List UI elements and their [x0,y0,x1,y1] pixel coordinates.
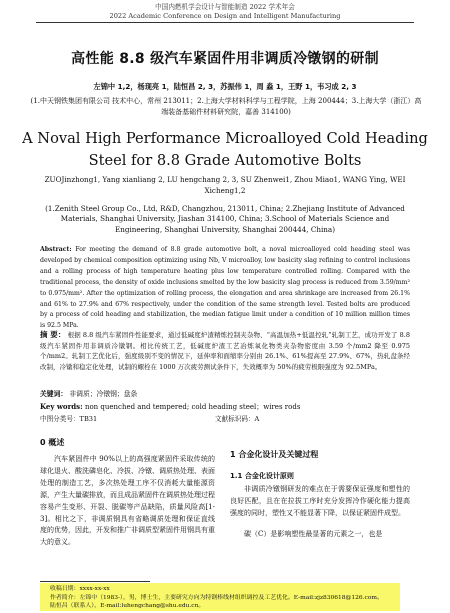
affiliations-en: (1.Zenith Steel Group Co., Ltd, R&D, Changzhou, 213011, China; 2.Zhejiang Institute of Advanced Materials, Shanghai University, Jiashan 314100, China; 3.School of Materials Science and Engineering, Shanghai University, Shanghai 200444, China) [45,204,405,234]
abstract-label: Abstract: [40,246,72,253]
keywords-cn-label: 关键词： [40,390,68,398]
abstract-cn-text: 根据 8.8 级汽车紧固件性能要求，通过低碱度炉渣精炼控制夹杂物、“高温加热+低温控轧”轧制工艺，成功开发了 8.8 级汽车紧固件用非调质冷镦钢。相比传统工艺，低碱度炉渣工艺冶炼氧化物类夹杂物密度由 3.59 个/mm2 降至 0.975 个/mm2。轧制工艺优化后，强度级别不变的情况下，延伸率和面缩率分别由 26.1%、61%提高至 27.9%、67%，热轧盘条经改制，冷镦和稳定化处理，试制的螺栓在 1000 万次疲劳测试条件下，失效概率为 50%的疲劳极限强度为 92.5MPa。 [40,331,410,372]
title-en-line-2: Steel for 8.8 Grade Automotive Bolts [88,152,362,169]
running-header-en: 2022 Academic Conference on Design and Intelligent Manufacturing [109,12,341,20]
abstract-text: For meeting the demand of 8.8 grade automotive bolt, a noval microalloyed cold heading steel was developed by chemical composition optimizing using Nb, V microalloy, low basicity slag refining to control inclusions and a rolling process of high temperature heating plus low temperature controlled rolling. Compared with the traditional process, the density of oxide inclusions smelted by the low basicity slag process is reduced from 3.59/mm² to 0.975/mm². After the optimization of rolling process, the elongation and area shrinkage are increased from 26.1% and 61% to 27.9% and 67% respectively, under the condition of the same strength level. Tested bolts are produced by a process of cold heading and stabilization, the median fatigue limit under a condition of 10 million million times is 92.5 MPa. [40,246,411,330]
keywords-en-text: non quenched and tempered; cold heading steel；wires rods [84,403,301,411]
keywords-en-label: Key words: [40,402,83,411]
title-cn: 高性能 8.8 级汽车紧固件用非调质冷镦钢的研制 [71,51,379,67]
running-header-cn: 中国内燃机学会设计与智能制造 2022 学术年会 [155,3,295,11]
keywords-cn-text: 非调质；冷镦钢；盘条 [69,390,138,398]
header-rule [36,22,414,23]
clc-number: 中图分类号：TB31 [40,415,98,423]
title-en-line-1: A Noval High Performance Microalloyed Cold Heading [22,130,428,147]
abstract-cn-label: 摘 要： [40,330,66,339]
abstract-en [40,245,410,332]
section-0-text: 汽车紧固件中 90%以上的高强度紧固件采取传统的球化退火、酸洗磷皂化、冷拔、冷镦、调质热处理、表面处理的制造工艺，多次热处理工序不仅消耗大量能源资源，产生大量碳排放，而且成品紧固件在调质热处理过程容易产生变形、开裂、脱碳等产品缺陷，质量风险高[1-3]。相比之下，非调质钢具有省略调质处理和保证直线度的优势，因此，开发和推广非调质型紧固件用钢具有重大的意义。 [40,455,215,547]
section-1-heading: 1 合金化设计及关键过程 [230,450,319,459]
section-1-1-para-1: 非调质冷镦钢研发的难点在于需要保证强度和塑性的良好匹配，且在在拉拔工序时充分发挥冷作硬化能力提高强度的同时，塑性又不能显著下降，以保证紧固件成型。 [230,485,410,517]
section-1-1-heading: 1.1 合金化设计原则 [230,472,294,480]
keywords-en [40,402,410,412]
abstract-cn [40,330,410,373]
section-0-heading: 0 概述 [40,438,65,447]
authors-en: ZUOJinzhong1, Yang xianliang 2, LU hengchang 2, 3, SU Zhenwei1, Zhou Miao1, WANG Ying, WEI Xicheng1,2 [44,175,406,195]
authors-cn: 左锦中 1,2，杨现亮 1，陆恒昌 2, 3，苏振伟 1，周 淼 1，王野 1，韦习成 2, 3 [93,82,357,91]
affiliations-cn: (1.中天钢铁集团有限公司 技术中心，常州 213011；2.上海大学材料科学与工程学院，上海 200444；3.上海大学（浙江）高端装备基础件材料研究院，嘉善 314100) [30,97,422,116]
footnote-corresponding: 陆恒昌（联系人），E-mail:luhengchang@shu.edu.cn。 [50,603,205,609]
footnote-rule [40,581,150,582]
section-1-1-para-2: 碳（C）是影响塑性最显著的元素之一，也是 [244,530,383,538]
footnote-received: 收稿日期：xxxx-xx-xx [50,586,110,592]
document-code: 文献标识码：A [215,415,260,423]
keywords-cn [40,388,410,398]
footnote-author: 作者简介：左锦中（1983-），男，博士生，主要研究方向为特钢棒线材组织调控及工艺优化。E-mail:zjz830618@126.com。 [50,595,383,601]
title-en [20,128,430,172]
classification-line [40,413,410,423]
